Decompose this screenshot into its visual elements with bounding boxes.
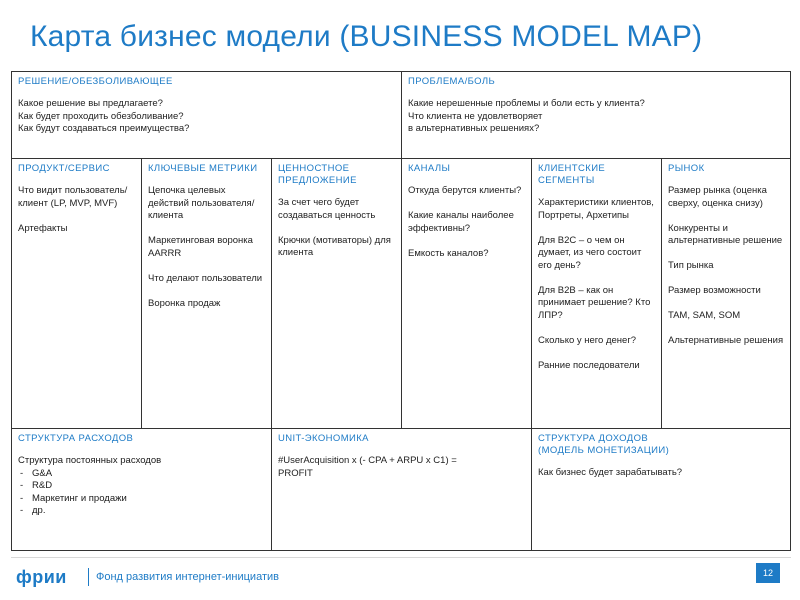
header-market: РЫНОК	[668, 163, 705, 174]
header-value-proposition: ЦЕННОСТНОЕ ПРЕДЛОЖЕНИЕ	[278, 163, 357, 186]
header-line: СТРУКТУРА ДОХОДОВ	[538, 433, 649, 444]
text-line: Как будут создаваться преимущества?	[18, 123, 190, 134]
cell-customer-segments	[531, 158, 661, 428]
text-paragraph: Крючки (мотиваторы) для клиента	[278, 234, 391, 258]
header-unit-economics: UNIT-ЭКОНОМИКА	[278, 433, 369, 444]
list-item: - R&D	[18, 480, 265, 493]
text-line: PROFIT	[278, 467, 313, 479]
list-item: - др.	[18, 505, 265, 518]
text-line: Структура постоянных расходов	[18, 455, 162, 466]
text-paragraph: Конкуренты и альтернативные решение	[668, 222, 783, 246]
text-line: #UserAcquisition x (- CPA + ARPU x C1) =	[278, 455, 457, 466]
list-item: - Маркетинг и продажи	[18, 493, 265, 506]
text-line: Как бизнес будет зарабатывать?	[538, 467, 683, 478]
text-paragraph: Тип рынка	[668, 260, 714, 271]
text-line: Какое решение вы предлагаете?	[18, 98, 163, 109]
text-paragraph: Маркетинговая воронка AARRR	[148, 235, 253, 259]
page-number: 12	[756, 563, 780, 583]
slide-title: Карта бизнес модели (BUSINESS MODEL MAP)	[30, 20, 703, 53]
list-item: - G&A	[18, 468, 265, 481]
header-revenue-streams	[538, 433, 784, 457]
cell-unit-economics	[271, 428, 531, 551]
text-paragraph: Цепочка целевых действий пользователя/клиента	[148, 185, 255, 221]
business-model-map	[11, 71, 791, 551]
header-product: ПРОДУКТ/СЕРВИС	[18, 163, 110, 174]
cell-revenue-streams	[531, 428, 791, 551]
cell-cost-structure	[11, 428, 271, 551]
text-line: в альтернативных решениях?	[408, 123, 540, 134]
text-paragraph: Какие каналы наиболее эффективны?	[408, 210, 514, 234]
text-paragraph: Размер рынка (оценка сверху, оценка снизу)	[668, 185, 767, 209]
text-paragraph: Для B2C – о чем он думает, из чего состоит его день?	[538, 234, 642, 271]
organization-name: Фонд развития интернет-инициатив	[96, 571, 279, 583]
header-customer-segments: КЛИЕНТСКИЕ СЕГМЕНТЫ	[538, 163, 606, 186]
cell-product	[11, 158, 141, 428]
text-paragraph: Артефакты	[18, 222, 68, 234]
text-paragraph: Альтернативные решения	[668, 335, 784, 346]
header-line: (МОДЕЛЬ МОНЕТИЗАЦИИ)	[538, 445, 670, 456]
text-paragraph: Воронка продаж	[148, 297, 221, 309]
header-solution: РЕШЕНИЕ/ОБЕЗБОЛИВАЮЩЕЕ	[18, 76, 173, 87]
cell-market	[661, 158, 791, 428]
text-paragraph: Характеристики клиентов, Портреты, Архетипы	[538, 197, 654, 221]
cell-solution	[11, 71, 401, 158]
text-paragraph: Откуда берутся клиенты?	[408, 185, 522, 196]
text-paragraph: За счет чего будет создаваться ценность	[278, 197, 376, 221]
text-paragraph: TAM, SAM, SOM	[668, 310, 741, 321]
header-cost-structure: СТРУКТУРА РАСХОДОВ	[18, 433, 134, 444]
cell-problem	[401, 71, 791, 158]
logo-separator	[88, 568, 89, 586]
cell-channels	[401, 158, 531, 428]
footer-divider	[11, 557, 791, 558]
cell-key-metrics	[141, 158, 271, 428]
text-paragraph: Размер возможности	[668, 285, 761, 296]
text-line: Что клиента не удовлетворяет	[408, 110, 543, 122]
header-key-metrics: КЛЮЧЕВЫЕ МЕТРИКИ	[148, 163, 258, 174]
header-problem: ПРОБЛЕМА/БОЛЬ	[408, 76, 496, 87]
text-paragraph: Емкость каналов?	[408, 247, 489, 259]
cell-value-proposition	[271, 158, 401, 428]
text-paragraph: Что делают пользователи	[148, 272, 263, 284]
text-paragraph: Ранние последователи	[538, 359, 640, 371]
logo: фрии	[16, 567, 67, 587]
cost-list	[18, 468, 265, 518]
text-line: Какие нерешенные проблемы и боли есть у клиента?	[408, 98, 645, 109]
header-channels: КАНАЛЫ	[408, 163, 451, 174]
text-paragraph: Сколько у него денег?	[538, 334, 637, 346]
text-line: Как будет проходить обезболивание?	[18, 110, 184, 122]
text-paragraph: Что видит пользователь/клиент (LP, MVP, MVF)	[18, 185, 128, 209]
text-paragraph: Для B2B – как он принимает решение? Кто ЛПР?	[538, 284, 651, 321]
